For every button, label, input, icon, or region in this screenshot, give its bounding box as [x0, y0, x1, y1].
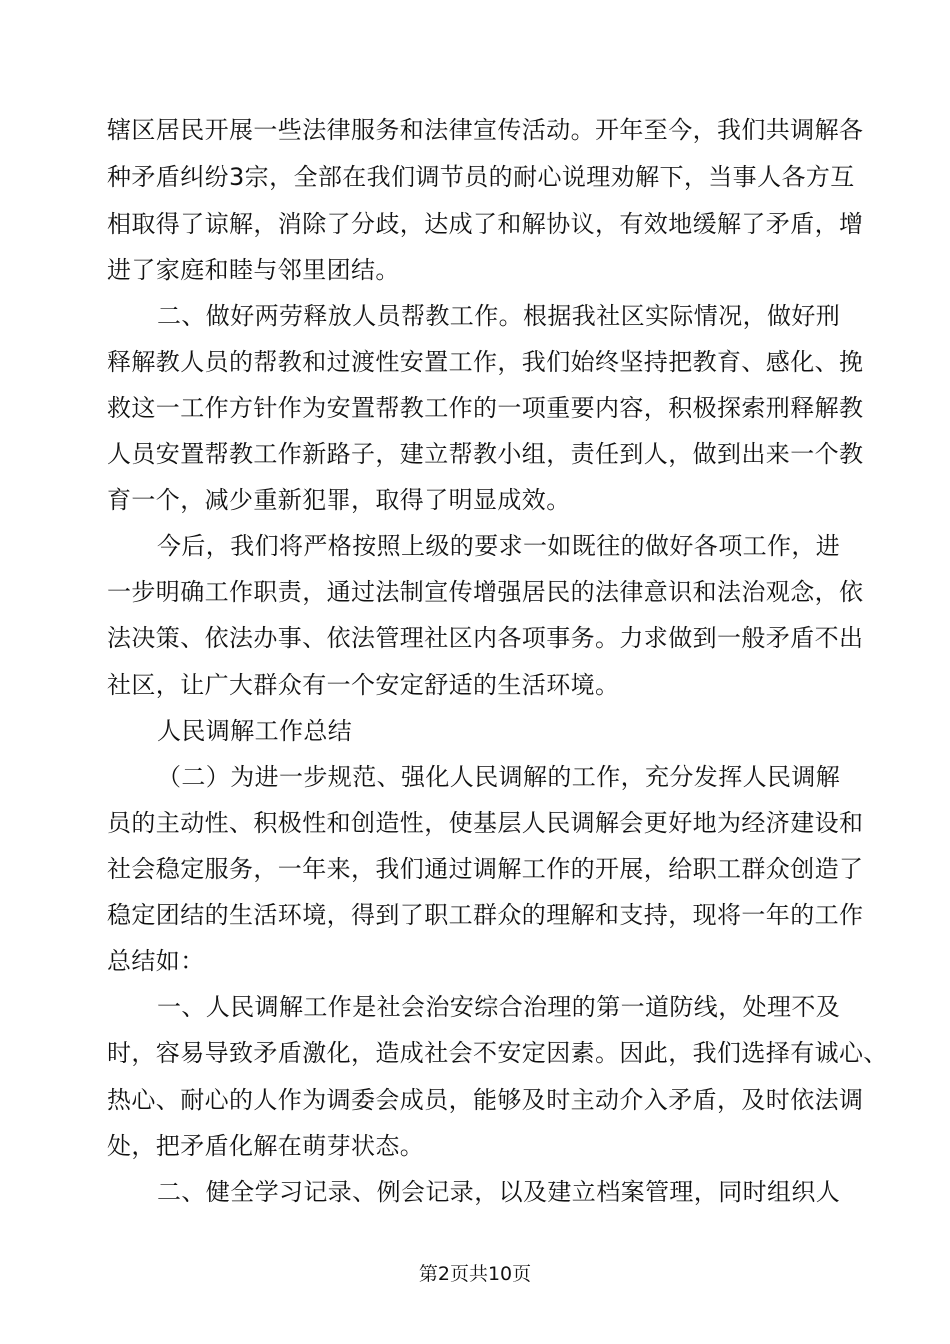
- text-line: 稳定团结的生活环境，得到了职工群众的理解和支持，现将一年的工作: [107, 901, 864, 929]
- section-title: 人民调解工作总结: [157, 717, 353, 745]
- text-line: 一步明确工作职责，通过法制宣传增强居民的法律意识和法治观念，依: [107, 578, 864, 606]
- text-line: 育一个，减少重新犯罪，取得了明显成效。: [107, 486, 571, 514]
- paragraph-start-line: 今后，我们将严格按照上级的要求一如既往的做好各项工作，进: [157, 532, 841, 560]
- text-line: 社会稳定服务，一年来，我们通过调解工作的开展，给职工群众创造了: [107, 855, 864, 883]
- paragraph-start-line: 二、做好两劳释放人员帮教工作。根据我社区实际情况，做好刑: [157, 302, 841, 330]
- text-line: 相取得了谅解，消除了分歧，达成了和解协议，有效地缓解了矛盾，增: [107, 210, 864, 238]
- text-line: 总结如：: [107, 947, 205, 975]
- text-line: 辖区居民开展一些法律服务和法律宣传活动。开年至今，我们共调解各: [107, 116, 864, 144]
- paragraph-start-line: 二、健全学习记录、例会记录，以及建立档案管理，同时组织人: [157, 1178, 841, 1206]
- text-line: 人员安置帮教工作新路子，建立帮教小组，责任到人，做到出来一个教: [107, 440, 864, 468]
- text-line: 救这一工作方针作为安置帮教工作的一项重要内容，积极探索刑释解教: [107, 394, 864, 422]
- text-line: 处，把矛盾化解在萌芽状态。: [107, 1132, 425, 1160]
- page-number: 第2页共10页: [418, 1263, 532, 1285]
- text-line: 时，容易导致矛盾激化，造成社会不安定因素。因此，我们选择有诚心、: [107, 1039, 888, 1067]
- text-line: 种矛盾纠纷3宗，全部在我们调节员的耐心说理劝解下，当事人各方互: [107, 163, 855, 191]
- text-line: 员的主动性、积极性和创造性，使基层人民调解会更好地为经济建设和: [107, 809, 864, 837]
- text-line: 释解教人员的帮教和过渡性安置工作，我们始终坚持把教育、感化、挽: [107, 348, 864, 376]
- paragraph-start-line: 一、人民调解工作是社会治安综合治理的第一道防线，处理不及: [157, 993, 841, 1021]
- text-line: 法决策、依法办事、依法管理社区内各项事务。力求做到一般矛盾不出: [107, 624, 864, 652]
- text-line: 热心、耐心的人作为调委会成员，能够及时主动介入矛盾，及时依法调: [107, 1086, 864, 1114]
- paragraph-start-line: （二）为进一步规范、强化人民调解的工作，充分发挥人民调解: [157, 763, 841, 791]
- text-line: 进了家庭和睦与邻里团结。: [107, 256, 400, 284]
- text-line: 社区，让广大群众有一个安定舒适的生活环境。: [107, 671, 620, 699]
